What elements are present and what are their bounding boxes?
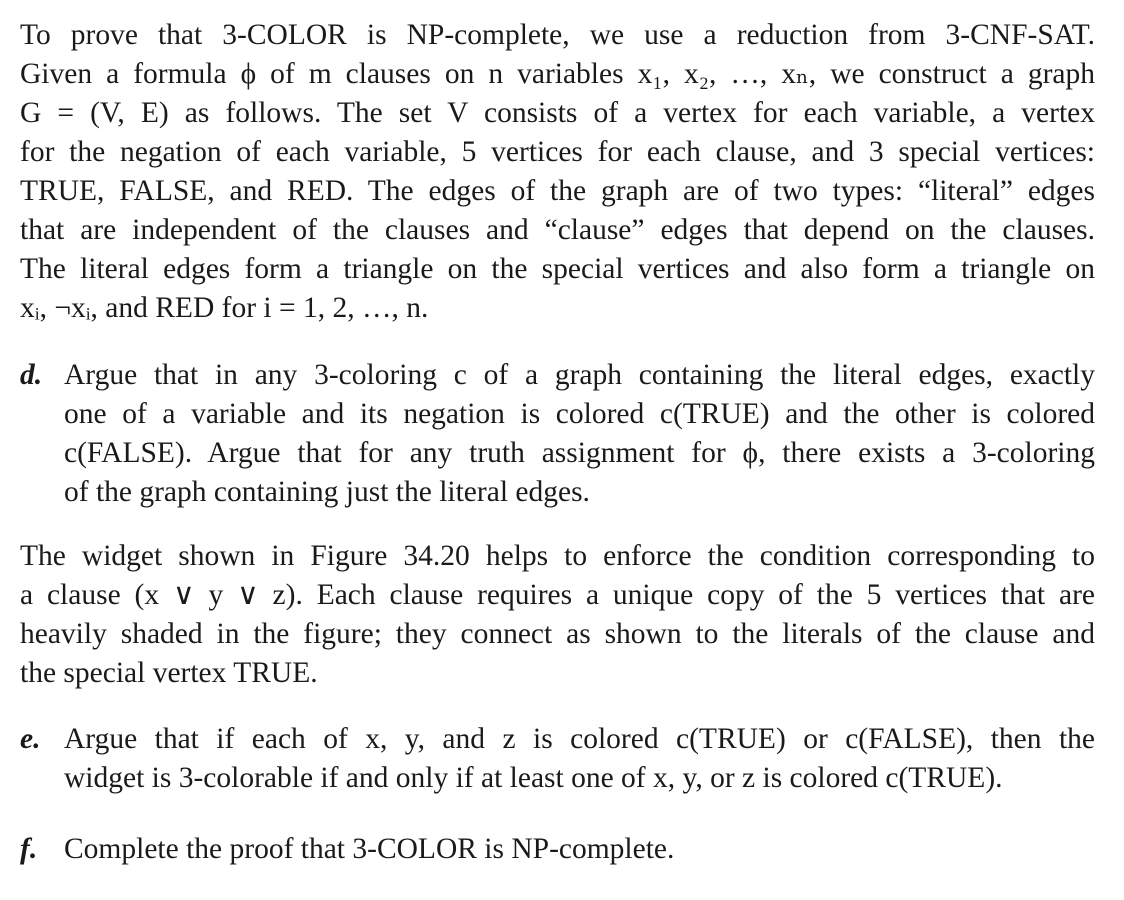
item-line: of the graph containing just the literal edges.	[64, 476, 590, 508]
item-body	[64, 720, 1095, 798]
intro-line: G = (V, E) as follows. The set V consists of a vertex for each variable, a vertex	[20, 97, 1095, 129]
item-body	[64, 830, 1095, 869]
intro-line: Given a formula ϕ of m clauses on n variables x₁, x₂, …, xₙ, we construct a graph	[20, 58, 1095, 90]
intro-line: TRUE, FALSE, and RED. The edges of the graph are of two types: “literal” edges	[20, 175, 1095, 207]
intro-paragraph	[20, 16, 1095, 328]
widget-line: the special vertex TRUE.	[20, 657, 318, 689]
exercise-item-e	[20, 720, 1095, 798]
item-body	[64, 356, 1095, 512]
widget-paragraph	[20, 537, 1095, 693]
widget-line: a clause (x ∨ y ∨ z). Each clause requires a unique copy of the 5 vertices that are	[20, 579, 1095, 611]
intro-line: for the negation of each variable, 5 vertices for each clause, and 3 special vertices:	[20, 136, 1095, 168]
item-line: Complete the proof that 3-COLOR is NP-complete.	[64, 833, 675, 865]
item-line: Argue that in any 3-coloring c of a graph containing the literal edges, exactly	[64, 359, 1095, 391]
item-label: f.	[20, 833, 38, 865]
item-label: d.	[20, 359, 43, 391]
widget-line: The widget shown in Figure 34.20 helps to enforce the condition corresponding to	[20, 540, 1095, 572]
intro-line: To prove that 3-COLOR is NP-complete, we use a reduction from 3-CNF-SAT.	[20, 19, 1095, 51]
item-label: e.	[20, 723, 41, 755]
intro-line: xᵢ, ¬xᵢ, and RED for i = 1, 2, …, n.	[20, 292, 429, 324]
item-line: one of a variable and its negation is colored c(TRUE) and the other is colored	[64, 398, 1095, 430]
item-line: widget is 3-colorable if and only if at least one of x, y, or z is colored c(TRUE).	[64, 762, 1003, 794]
exercise-item-d	[20, 356, 1095, 512]
item-line: Argue that if each of x, y, and z is colored c(TRUE) or c(FALSE), then the	[64, 723, 1095, 755]
intro-line: that are independent of the clauses and “clause” edges that depend on the clauses.	[20, 214, 1095, 246]
intro-line: The literal edges form a triangle on the special vertices and also form a triangle on	[20, 253, 1095, 285]
exercise-item-f	[20, 830, 1095, 869]
widget-line: heavily shaded in the figure; they connect as shown to the literals of the clause and	[20, 618, 1095, 650]
item-line: c(FALSE). Argue that for any truth assignment for ϕ, there exists a 3-coloring	[64, 437, 1095, 469]
